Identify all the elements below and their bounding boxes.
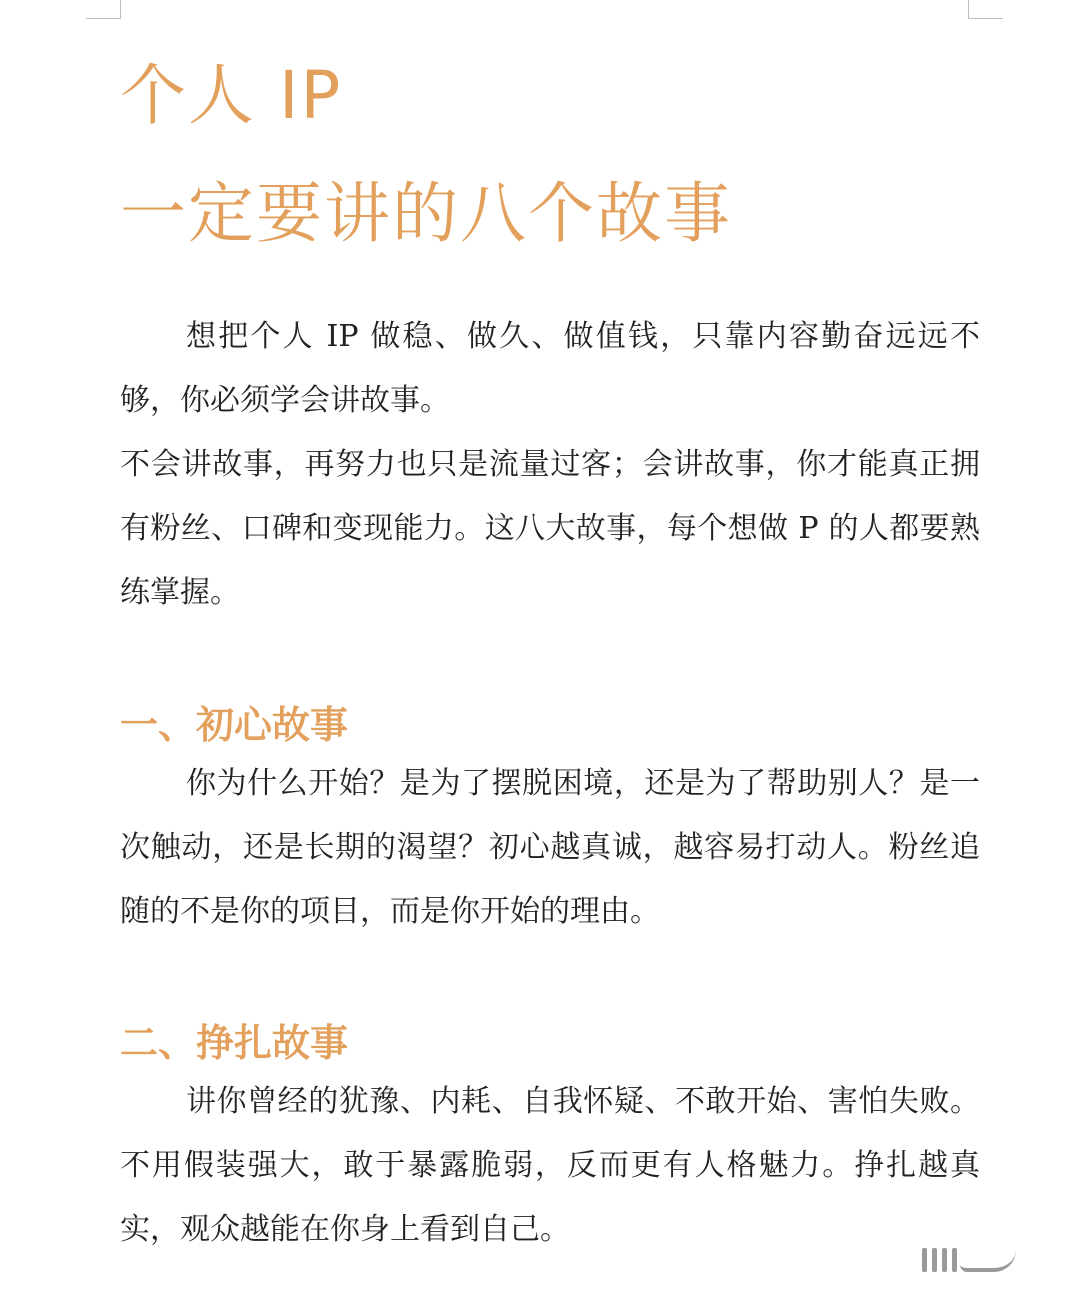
page-title-line-2: 一定要讲的八个故事: [120, 175, 732, 252]
crop-mark-top-right-icon: [968, 0, 1003, 19]
section-body-origin-story: 你为什么开始？是为了摆脱困境，还是为了帮助别人？是一次触动，还是长期的渴望？初心越真诚，越容易打动人。粉丝追随的不是你的项目，而是你开始的理由。: [120, 766, 980, 929]
section-heading-origin-story: 一、初心故事: [120, 703, 349, 747]
page-title-line-1: 个人 IP: [120, 57, 343, 134]
section-body-struggle-story: 讲你曾经的犹豫、内耗、自我怀疑、不敢开始、害怕失败。不用假装强大，敢于暴露脆弱，反而更有人格魅力。挣扎越真实，观众越能在你身上看到自己。: [120, 1084, 980, 1247]
section-heading-struggle-story: 二、挣扎故事: [120, 1021, 349, 1065]
watermark-logo-icon: [922, 1248, 1016, 1272]
crop-mark-top-left-icon: [86, 0, 121, 19]
intro-paragraph-1: 想把个人 IP 做稳、做久、做值钱，只靠内容勤奋远远不够，你必须学会讲故事。: [120, 319, 980, 418]
intro-paragraph-2: 不会讲故事，再努力也只是流量过客；会讲故事，你才能真正拥有粉丝、口碑和变现能力。这八大故事，每个想做 P 的人都要熟练掌握。: [120, 447, 980, 610]
